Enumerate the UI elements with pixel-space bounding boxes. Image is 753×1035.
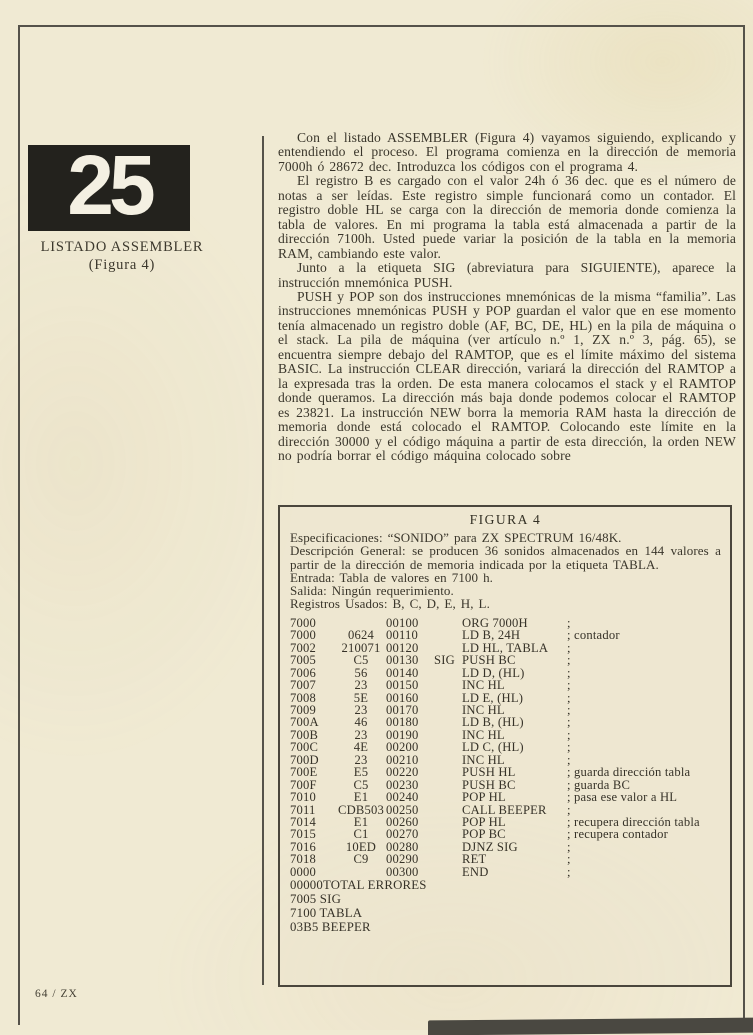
figure-header-line: Registros Usados: B, C, D, E, H, L. xyxy=(290,596,490,612)
listing-line-number: 00260 xyxy=(386,815,419,830)
listing-line-number: 00210 xyxy=(386,752,419,767)
listing-line-number: 00130 xyxy=(386,653,419,668)
body-paragraph: PUSH y POP son dos instrucciones mnemónicas de la misma “familia”. Las instrucciones mnemónicas PUSH y POP guardan el valor que en ese momento tenía almacenado un registro doble (AF, BC, DE, HL) en la pila de máquina o el stack. La pila de máquina (ver artículo n.º 1, ZX n.º 3, pág. 65), se encuentra siempre debajo del RAMTOP, que es el límite máximo del sistema BASIC. La instrucción CLEAR dirección, variará la dirección del RAMTOP a la expresada tras la orden. De esta manera colocamos el stack y el RAMTOP donde queramos. La dirección más baja donde podemos colocar el RAMTOP es 23821. La instrucción NEW borra la memoria RAM hasta la dirección de memoria donde está colocado el RAMTOP. Colocando este límite en la dirección 30000 y el código máquina a partir de esta dirección, la orden NEW no podría borrar el código máquina colocado sobre xyxy=(278,288,736,463)
listing-row xyxy=(290,716,721,728)
listing-instruction: INC HL xyxy=(462,727,505,742)
listing-label: SIG xyxy=(434,653,455,668)
listing-instruction: POP HL xyxy=(462,790,506,805)
listing-hex-bytes: 56 xyxy=(354,665,368,680)
body-paragraph: Con el listado ASSEMBLER (Figura 4) vayamos siguiendo, explicando y entendiendo el proceso. El programa comienza en la dirección de memoria 7000h ó 28672 dec. Introduzca los códigos con el programa 4. xyxy=(278,130,736,174)
listing-label xyxy=(434,617,462,629)
listing-label xyxy=(434,866,462,878)
listing-row xyxy=(290,853,721,865)
symbol-line: 7100 TABLA xyxy=(290,905,363,920)
listing-instruction: ORG 7000H xyxy=(462,615,528,630)
page-footer: 64 / ZX xyxy=(35,988,78,1000)
listing-hex-bytes: CDB503 xyxy=(338,802,384,817)
listing-line-number: 00200 xyxy=(386,740,419,755)
listing-instruction: END xyxy=(462,864,489,879)
listing-comment: ; xyxy=(567,802,571,817)
listing-line-number: 00100 xyxy=(386,615,419,630)
listing-label xyxy=(434,716,462,728)
figure-header xyxy=(290,531,721,611)
listing-hex-bytes: 23 xyxy=(354,752,368,767)
listing-comment: ; xyxy=(567,653,571,668)
sidebar-caption xyxy=(16,238,228,274)
caption-subtitle: (Figura 4) xyxy=(88,257,156,273)
chapter-number-badge xyxy=(28,138,190,232)
listing-label xyxy=(434,804,462,816)
listing-comment: ; xyxy=(567,702,571,717)
listing-address: 700B xyxy=(290,727,319,742)
listing-instruction: INC HL xyxy=(462,702,505,717)
listing-address: 700F xyxy=(290,777,317,792)
listing-address: 7014 xyxy=(290,815,316,830)
listing-hex-bytes: E1 xyxy=(353,815,369,830)
listing-row xyxy=(290,679,721,691)
listing-row xyxy=(290,741,721,753)
listing-line-number: 00120 xyxy=(386,640,419,655)
listing-hex-bytes: 23 xyxy=(354,678,368,693)
listing-label xyxy=(434,779,462,791)
listing-hex-bytes: 10ED xyxy=(345,839,377,854)
listing-hex-bytes xyxy=(336,866,386,878)
listing-label xyxy=(434,791,462,803)
listing-line-number: 00290 xyxy=(386,852,419,867)
listing-line-number: 00270 xyxy=(386,827,419,842)
listing-hex-bytes: 0624 xyxy=(348,628,374,643)
listing-comment: ; xyxy=(567,864,571,879)
listing-address: 700D xyxy=(290,752,319,767)
listing-hex-bytes: E1 xyxy=(353,790,369,805)
listing-label xyxy=(434,754,462,766)
listing-address: 0000 xyxy=(290,864,316,879)
listing-label xyxy=(434,741,462,753)
listing-row xyxy=(290,791,721,803)
listing-address: 7005 xyxy=(290,653,316,668)
listing-comment: ; contador xyxy=(567,628,620,643)
listing-line-number: 00160 xyxy=(386,690,419,705)
listing-instruction: LD C, (HL) xyxy=(462,740,524,755)
listing-comment: ; recupera contador xyxy=(567,827,668,842)
figure-header-line: Salida: Ningún requerimiento. xyxy=(290,583,454,599)
listing-line-number: 00170 xyxy=(386,702,419,717)
listing-comment: ; guarda BC xyxy=(567,777,631,792)
listing-hex-bytes: E5 xyxy=(353,765,369,780)
listing-line-number: 00250 xyxy=(386,802,419,817)
listing-instruction: LD D, (HL) xyxy=(462,665,525,680)
listing-label xyxy=(434,692,462,704)
listing-instruction: INC HL xyxy=(462,752,505,767)
listing-line-number: 00110 xyxy=(386,628,419,643)
listing-instruction: LD E, (HL) xyxy=(462,690,524,705)
listing-line-number: 00300 xyxy=(386,864,419,879)
symbol-line: 00000TOTAL ERRORES xyxy=(290,878,427,893)
symbol-line: 7005 SIG xyxy=(290,892,342,907)
listing-comment: ; guarda dirección tabla xyxy=(567,765,691,780)
listing-instruction: LD B, 24H xyxy=(462,628,521,643)
listing-comment: ; xyxy=(567,615,571,630)
listing-address: 7000 xyxy=(290,615,316,630)
listing-hex-bytes: 23 xyxy=(354,727,368,742)
assembler-listing xyxy=(290,617,721,879)
figure-title: FIGURA 4 xyxy=(469,512,542,527)
listing-label xyxy=(434,729,462,741)
listing-line-number: 00230 xyxy=(386,777,419,792)
figure-header-line: Especificaciones: “SONIDO” para ZX SPECTRUM 16/48K. xyxy=(290,530,622,545)
listing-hex-bytes: C1 xyxy=(353,827,369,842)
listing-hex-bytes: 210071 xyxy=(341,640,381,655)
chapter-number: 25 xyxy=(67,138,151,232)
listing-hex-bytes: C5 xyxy=(353,777,369,792)
listing-address: 700C xyxy=(290,740,319,755)
listing-address: 7018 xyxy=(290,852,316,867)
listing-address: 7009 xyxy=(290,702,316,717)
column-divider-rule xyxy=(262,136,264,985)
listing-label xyxy=(434,629,462,641)
listing-instruction: PUSH BC xyxy=(462,653,516,668)
symbol-table xyxy=(290,879,721,934)
listing-comment: ; xyxy=(567,852,571,867)
listing-label xyxy=(434,766,462,778)
listing-instruction: LD HL, TABLA xyxy=(462,640,549,655)
listing-comment: ; xyxy=(567,640,571,655)
listing-address: 7000 xyxy=(290,628,316,643)
listing-label xyxy=(434,841,462,853)
listing-line-number: 00140 xyxy=(386,665,419,680)
caption-title: LISTADO ASSEMBLER xyxy=(40,239,204,255)
listing-instruction: LD B, (HL) xyxy=(462,715,524,730)
listing-label xyxy=(434,828,462,840)
listing-instruction: INC HL xyxy=(462,678,505,693)
listing-label xyxy=(434,679,462,691)
listing-instruction: PUSH BC xyxy=(462,777,516,792)
listing-comment: ; xyxy=(567,690,571,705)
listing-hex-bytes: 46 xyxy=(354,715,368,730)
listing-address: 7002 xyxy=(290,640,316,655)
listing-address: 7011 xyxy=(290,802,316,817)
body-paragraph: El registro B es cargado con el valor 24h ó 36 dec. que es el número de notas a ser leídas. Este registro simple funcionará como un contador. El registro doble HL se carga con la dirección de memoria donde comienza la tabla de valores. En mi programa la tabla está almacenada a partir de la dirección 7100h. Usted puede variar la posición de la tabla en la memoria RAM, cambiando este valor. xyxy=(278,173,736,261)
listing-address: 7016 xyxy=(290,839,316,854)
listing-instruction: POP BC xyxy=(462,827,506,842)
figure-4-box xyxy=(278,505,732,987)
listing-label xyxy=(434,816,462,828)
listing-comment: ; pasa ese valor a HL xyxy=(567,790,678,805)
listing-line-number: 00150 xyxy=(386,678,419,693)
listing-instruction: PUSH HL xyxy=(462,765,516,780)
listing-comment: ; xyxy=(567,839,571,854)
listing-address: 7015 xyxy=(290,827,316,842)
listing-comment: ; recupera dirección tabla xyxy=(567,815,700,830)
listing-address: 7008 xyxy=(290,690,316,705)
listing-address: 700E xyxy=(290,765,318,780)
listing-label xyxy=(434,667,462,679)
listing-line-number: 00240 xyxy=(386,790,419,805)
listing-row xyxy=(290,866,721,878)
listing-address: 7007 xyxy=(290,678,316,693)
listing-address: 700A xyxy=(290,715,319,730)
listing-label xyxy=(434,704,462,716)
listing-hex-bytes: 5E xyxy=(353,690,369,705)
figure-header-line: Descripción General: se producen 36 sonidos almacenados en 144 valores a partir de la dirección de memoria indicada por la etiqueta TABLA. xyxy=(290,543,721,572)
listing-instruction: POP HL xyxy=(462,815,506,830)
listing-instruction: CALL BEEPER xyxy=(462,802,547,817)
scan-edge-shadow xyxy=(428,1018,753,1035)
listing-line-number: 00190 xyxy=(386,727,419,742)
listing-hex-bytes: 4E xyxy=(353,740,369,755)
listing-comment: ; xyxy=(567,678,571,693)
listing-instruction: DJNZ SIG xyxy=(462,839,518,854)
listing-line-number: 00220 xyxy=(386,765,419,780)
body-paragraph: Junto a la etiqueta SIG (abreviatura para SIGUIENTE), aparece la instrucción mnemónica PUSH. xyxy=(278,260,736,290)
listing-hex-bytes: C9 xyxy=(353,852,369,867)
listing-hex-bytes: C5 xyxy=(353,653,369,668)
listing-comment: ; xyxy=(567,752,571,767)
listing-label xyxy=(434,853,462,865)
listing-address: 7006 xyxy=(290,665,316,680)
listing-comment: ; xyxy=(567,715,571,730)
listing-comment: ; xyxy=(567,740,571,755)
listing-comment: ; xyxy=(567,727,571,742)
listing-line-number: 00180 xyxy=(386,715,419,730)
listing-row xyxy=(290,654,721,666)
article-body xyxy=(278,131,736,463)
listing-row xyxy=(290,766,721,778)
listing-hex-bytes: 23 xyxy=(354,702,368,717)
listing-instruction: RET xyxy=(462,852,487,867)
listing-comment: ; xyxy=(567,665,571,680)
listing-address: 7010 xyxy=(290,790,316,805)
listing-row xyxy=(290,629,721,641)
figure-header-line: Entrada: Tabla de valores en 7100 h. xyxy=(290,569,494,585)
listing-line-number: 00280 xyxy=(386,839,419,854)
symbol-line: 03B5 BEEPER xyxy=(290,919,371,934)
